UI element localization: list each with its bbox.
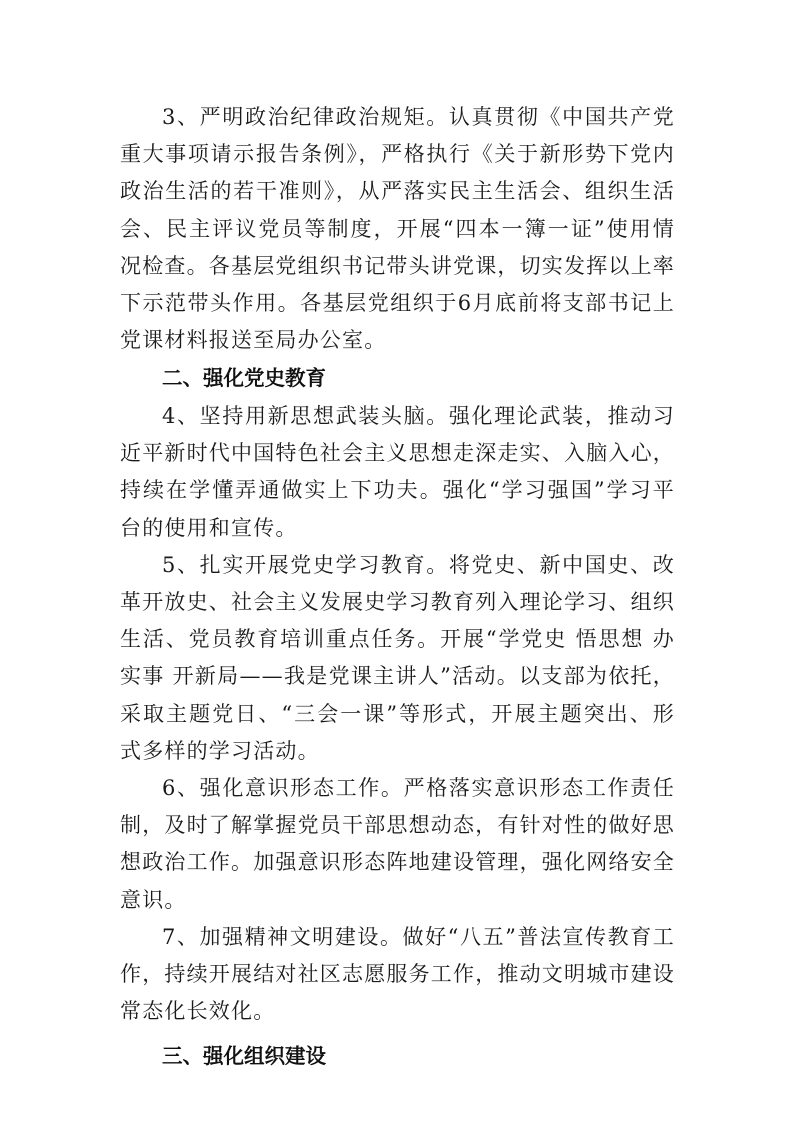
paragraph-item-3-political-discipline: 3、严明政治纪律政治规矩。认真贯彻《中国共产党重大事项请示报告条例》，严格执行《关于新形势下党内政治生活的若干准则》，从严落实民主生活会、组织生活会、民主评议党员等制度，开展“四本一簿一证”使用情况检查。各基层党组织书记带头讲党课，切实发挥以上率下示范带头作用。各基层党组织于6月底前将支部书记上党课材料报送至局办公室。 [120, 105, 675, 353]
paragraph-item-4-new-thought: 4、坚持用新思想武装头脑。强化理论武装，推动习近平新时代中国特色社会主义思想走深走实、入脑入心，持续在学懂弄通做实上下功夫。强化“学习强国”学习平台的使用和宣传。 [120, 403, 675, 540]
paragraph-item-5-party-history-study: 5、扎实开展党史学习教育。将党史、新中国史、改革开放史、社会主义发展史学习教育列入理论学习、组织生活、党员教育培训重点任务。开展“学党史 悟思想 办实事 开新局——我是党课主讲人”活动。以支部为依托，采取主题党日、“三会一课”等形式，开展主题突出、形式多样的学习活动。 [120, 552, 675, 763]
document-page [120, 99, 675, 1076]
paragraph-item-7-spiritual-civilization: 7、加强精神文明建设。做好“八五”普法宣传教育工作，持续开展结对社区志愿服务工作，推动文明城市建设常态化长效化。 [120, 924, 675, 1024]
section-heading-organization-building: 三、强化组织建设 [162, 1044, 326, 1069]
paragraph-item-6-ideology-work: 6、强化意识形态工作。严格落实意识形态工作责任制，及时了解掌握党员干部思想动态，有针对性的做好思想政治工作。加强意识形态阵地建设管理，强化网络安全意识。 [120, 775, 675, 912]
section-heading-party-history-education: 二、强化党史教育 [162, 366, 326, 391]
